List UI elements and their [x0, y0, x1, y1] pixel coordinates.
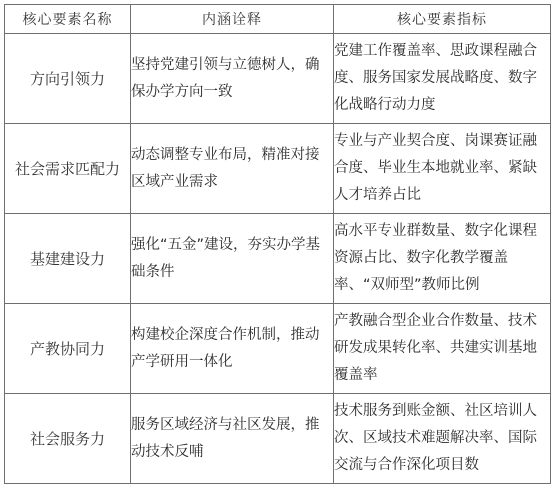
- elements-table-container: [4, 4, 550, 484]
- table-row: [5, 304, 551, 394]
- connotation-cell: 服务区域经济与社区发展，推动技术反哺: [131, 394, 334, 484]
- table-row: [5, 124, 551, 214]
- header-row: [5, 5, 551, 34]
- header-connotation: 内涵诠释: [131, 5, 334, 34]
- element-name-cell: 产教协同力: [5, 304, 131, 394]
- indicators-cell: 专业与产业契合度、岗课赛证融合度、毕业生本地就业率、紧缺人才培养占比: [334, 124, 551, 214]
- core-elements-table: [4, 4, 551, 484]
- element-name-cell: 方向引领力: [5, 34, 131, 124]
- header-indicators: 核心要素指标: [334, 5, 551, 34]
- indicators-cell: 党建工作覆盖率、思政课程融合度、服务国家发展战略度、数字化战略行动力度: [334, 34, 551, 124]
- table-row: [5, 34, 551, 124]
- indicators-cell: 产教融合型企业合作数量、技术研发成果转化率、共建实训基地覆盖率: [334, 304, 551, 394]
- indicators-cell: 技术服务到账金额、社区培训人次、区域技术难题解决率、国际交流与合作深化项目数: [334, 394, 551, 484]
- table-row: [5, 394, 551, 484]
- indicators-cell: 高水平专业群数量、数字化课程资源占比、数字化教学覆盖率、“双师型”教师比例: [334, 214, 551, 304]
- table-row: [5, 214, 551, 304]
- header-element-name: 核心要素名称: [5, 5, 131, 34]
- connotation-cell: 动态调整专业布局，精准对接区域产业需求: [131, 124, 334, 214]
- connotation-cell: 构建校企深度合作机制，推动产学研用一体化: [131, 304, 334, 394]
- element-name-cell: 基建建设力: [5, 214, 131, 304]
- connotation-cell: 强化“五金”建设，夯实办学基础条件: [131, 214, 334, 304]
- element-name-cell: 社会需求匹配力: [5, 124, 131, 214]
- element-name-cell: 社会服务力: [5, 394, 131, 484]
- connotation-cell: 坚持党建引领与立德树人，确保办学方向一致: [131, 34, 334, 124]
